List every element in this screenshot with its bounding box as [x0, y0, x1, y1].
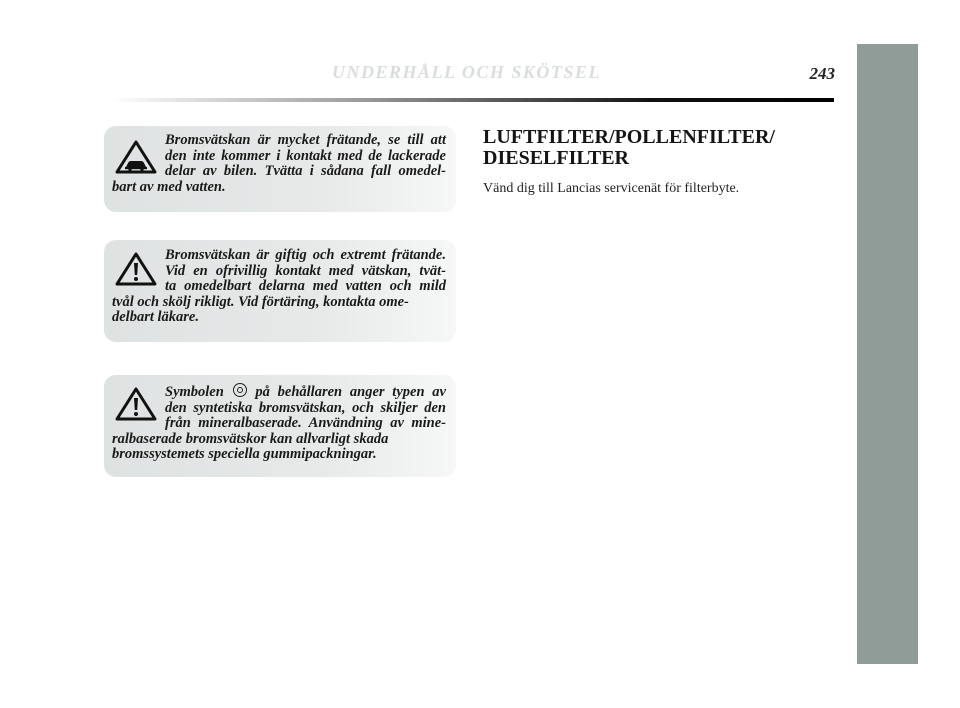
- warning-line: [112, 383, 446, 401]
- header-rule: [110, 98, 834, 102]
- warning-line: delar av bilen. Tvätta i sådana fall omedel-: [165, 163, 446, 179]
- warning-line: Vid en ofrivillig kontakt med vätskan, tvät-: [165, 262, 446, 279]
- warning-line: ta omedelbart delarna med vatten och mild: [165, 278, 446, 294]
- section-title: [483, 127, 803, 169]
- running-header-title: UNDERHÅLL OCH SKÖTSEL: [332, 62, 601, 82]
- warning-line: ralbaserade bromsvätskor kan allvarligt skada: [112, 430, 389, 447]
- warning-line: Bromsvätskan är mycket frätande, se till att: [165, 132, 446, 148]
- warning-line: Bromsvätskan är giftig och extremt frätande.: [165, 247, 446, 263]
- section-body-text: Vänd dig till Lancias servicenät för filterbyte.: [483, 181, 740, 196]
- section-title-line: DIESELFILTER: [483, 147, 629, 169]
- warning-text-fragment: Symbolen: [165, 384, 224, 400]
- chapter-side-tab: [857, 44, 918, 664]
- section-title-line: LUFTFILTER/POLLENFILTER/: [483, 126, 775, 148]
- warning-line: den inte kommer i kontakt med de lackerade: [165, 147, 446, 164]
- warning-line: bart av med vatten.: [112, 178, 226, 195]
- page-number: 243: [809, 64, 835, 83]
- warning-box-synthetic-fluid: [104, 375, 456, 477]
- warning-line: tvål och skölj rikligt. Vid förtäring, kontakta ome-: [112, 293, 409, 310]
- warning-box-paint: [104, 126, 456, 212]
- warning-line: den syntetiska bromsvätskan, och skiljer den: [165, 399, 446, 416]
- warning-line: från mineralbaserade. Användning av mine-: [165, 415, 446, 431]
- warning-line: delbart läkare.: [112, 309, 199, 325]
- warning-box-toxic: [104, 240, 456, 342]
- synthetic-fluid-symbol-icon: [233, 383, 247, 397]
- warning-text-fragment: på behållaren anger typen av: [255, 384, 446, 400]
- warning-line: bromssystemets speciella gummipackningar.: [112, 446, 377, 462]
